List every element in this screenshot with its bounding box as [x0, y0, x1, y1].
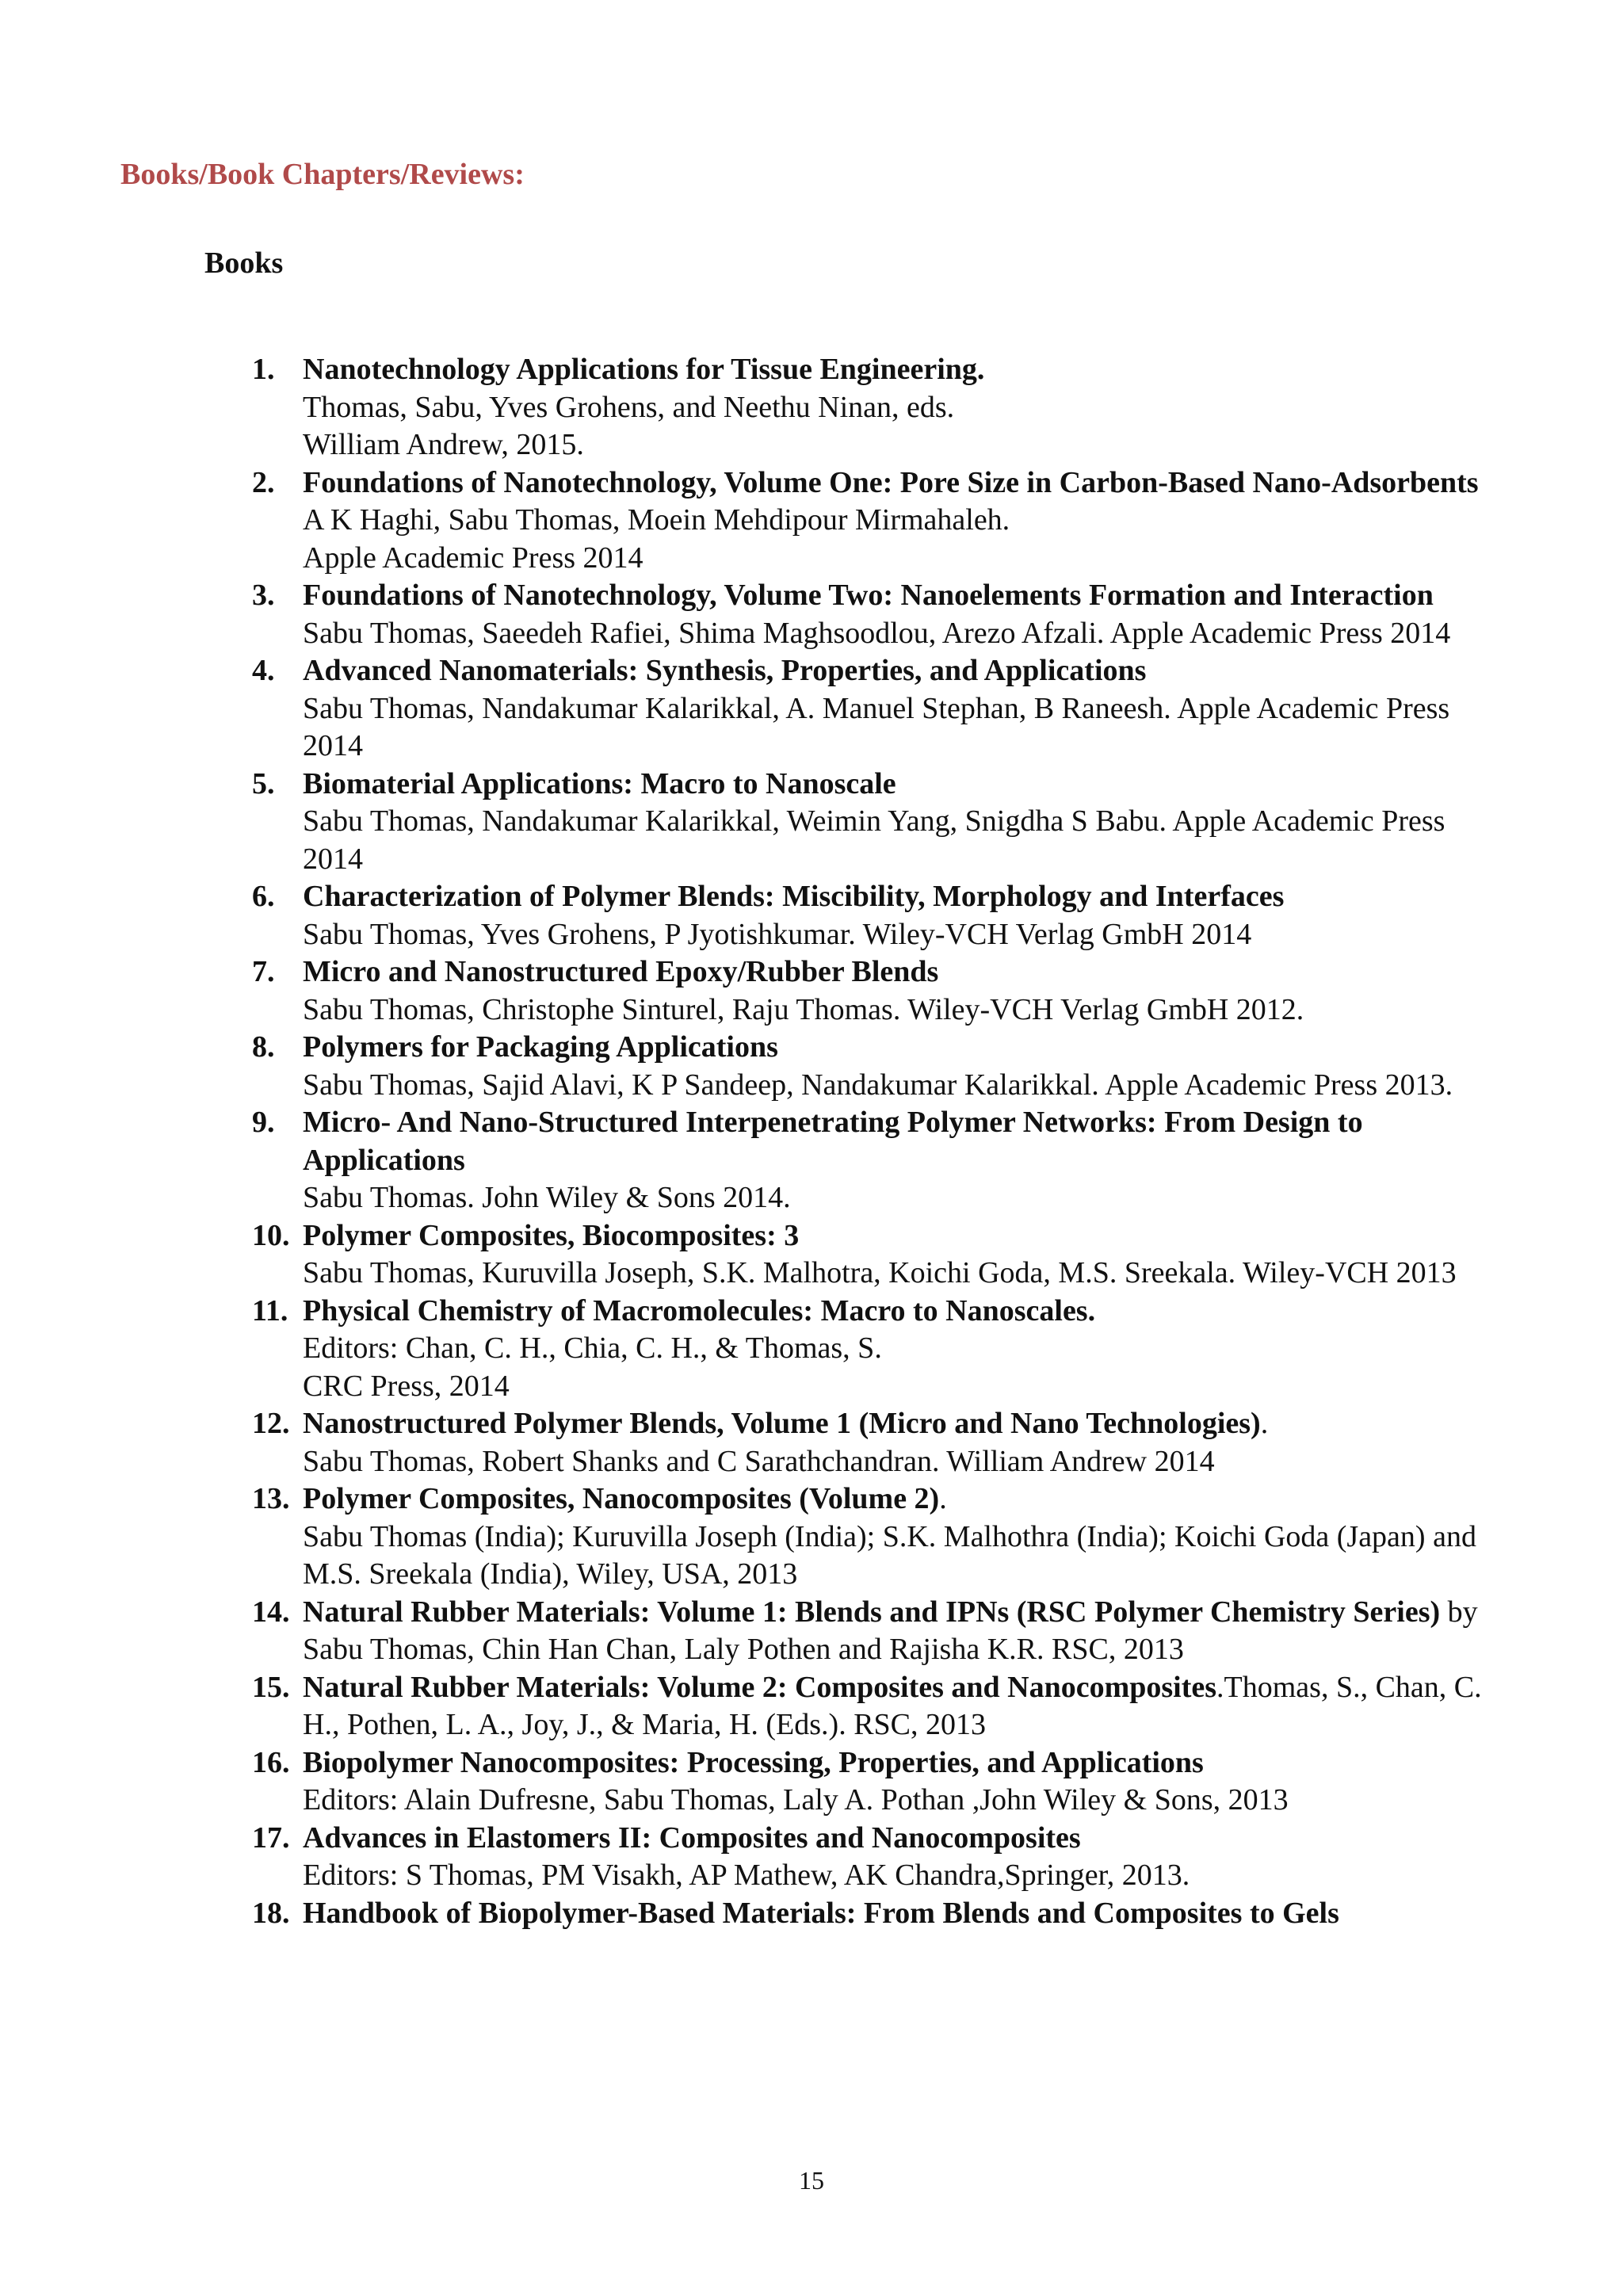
- book-item-6: [252, 878, 1504, 953]
- book-number: 3.: [252, 579, 275, 612]
- book-title: Advances in Elastomers II: Composites and Nanocomposites: [303, 1820, 1081, 1855]
- book-title: Handbook of Biopolymer-Based Materials: From Blends and Composites to Gels: [303, 1896, 1339, 1930]
- book-title: Polymer Composites, Biocomposites: 3: [303, 1218, 800, 1252]
- book-item-15: [252, 1669, 1504, 1744]
- book-details: Sabu Thomas, Christophe Sinturel, Raju Thomas. Wiley-VCH Verlag GmbH 2012.: [303, 992, 1304, 1026]
- book-editors: Editors: Alain Dufresne, Sabu Thomas, Laly A. Pothan ,John Wiley & Sons, 2013: [303, 1783, 1289, 1817]
- book-details: Sabu Thomas, Yves Grohens, P Jyotishkumar. Wiley-VCH Verlag GmbH 2014: [303, 917, 1252, 951]
- book-publisher: CRC Press, 2014: [303, 1369, 510, 1403]
- book-number: 7.: [252, 955, 275, 988]
- book-item-9: [252, 1104, 1504, 1217]
- books-subheading: Books: [204, 246, 284, 280]
- book-number: 2.: [252, 465, 275, 499]
- book-title: Characterization of Polymer Blends: Miscibility, Morphology and Interfaces: [303, 880, 1285, 913]
- book-item-4: [252, 652, 1504, 766]
- book-authors: A K Haghi, Sabu Thomas, Moein Mehdipour Mirmahaleh.: [303, 503, 1010, 537]
- book-details: Sabu Thomas, Saeedeh Rafiei, Shima Maghsoodlou, Arezo Afzali. Apple Academic Press 2014: [303, 616, 1451, 650]
- book-details: Sabu Thomas, Robert Shanks and C Sarathchandran. William Andrew 2014: [303, 1444, 1215, 1478]
- book-number: 16.: [252, 1745, 290, 1779]
- book-item-17: [252, 1820, 1504, 1895]
- book-title: Micro- And Nano-Structured Interpenetrating Polymer Networks: From Design to Applications: [303, 1106, 1363, 1177]
- book-title: Foundations of Nanotechnology, Volume Two: Nanoelements Formation and Interaction: [303, 579, 1434, 612]
- book-details: Sabu Thomas, Nandakumar Kalarikkal, A. Manuel Stephan, B Raneesh. Apple Academic Press 2014: [303, 691, 1450, 762]
- book-title: Polymer Composites, Nanocomposites (Volume 2): [303, 1482, 940, 1515]
- book-publisher: William Andrew, 2015.: [303, 428, 584, 461]
- book-number: 12.: [252, 1407, 290, 1440]
- book-title: Physical Chemistry of Macromolecules: Macro to Nanoscales.: [303, 1293, 1096, 1328]
- book-number: 11.: [252, 1293, 288, 1328]
- book-details: .Thomas, S., Chan, C. H., Pothen, L. A., Joy, J., & Maria, H. (Eds.). RSC, 2013: [303, 1670, 1482, 1741]
- book-number: 13.: [252, 1482, 290, 1515]
- book-details: Sabu Thomas (India); Kuruvilla Joseph (India); S.K. Malhothra (India); Koichi Goda (Japan) and M.S. Sreekala (India), Wiley, USA, 2013: [303, 1519, 1476, 1591]
- book-title-suffix: .: [939, 1482, 947, 1515]
- book-item-2: [252, 464, 1504, 578]
- book-item-16: [252, 1744, 1504, 1820]
- book-item-3: [252, 577, 1504, 652]
- book-editors: Editors: S Thomas, PM Visakh, AP Mathew, AK Chandra,Springer, 2013.: [303, 1859, 1190, 1892]
- book-details: Sabu Thomas, Kuruvilla Joseph, S.K. Malhotra, Koichi Goda, M.S. Sreekala. Wiley-VCH 2013: [303, 1256, 1457, 1289]
- book-title: Natural Rubber Materials: Volume 2: Composites and Nanocomposites: [303, 1670, 1217, 1704]
- book-title: Foundations of Nanotechnology, Volume One: Pore Size in Carbon-Based Nano-Adsorbents: [303, 465, 1479, 499]
- book-title: Advanced Nanomaterials: Synthesis, Properties, and Applications: [303, 654, 1147, 687]
- book-title: Micro and Nanostructured Epoxy/Rubber Blends: [303, 955, 939, 988]
- book-details: Sabu Thomas. John Wiley & Sons 2014.: [303, 1181, 791, 1214]
- book-number: 15.: [252, 1670, 290, 1704]
- books-list: [252, 351, 1504, 1932]
- page-number: 15: [799, 2166, 824, 2195]
- book-item-18: [252, 1895, 1504, 1933]
- book-title: Nanotechnology Applications for Tissue Engineering.: [303, 353, 985, 386]
- book-number: 10.: [252, 1218, 290, 1252]
- book-editors: Editors: Chan, C. H., Chia, C. H., & Thomas, S.: [303, 1331, 882, 1365]
- book-number: 14.: [252, 1595, 290, 1629]
- book-item-13: [252, 1480, 1504, 1594]
- book-title: Polymers for Packaging Applications: [303, 1030, 778, 1064]
- book-title: Biomaterial Applications: Macro to Nanoscale: [303, 766, 896, 800]
- book-item-12: [252, 1405, 1504, 1480]
- book-publisher: Apple Academic Press 2014: [303, 541, 643, 575]
- book-authors: Thomas, Sabu, Yves Grohens, and Neethu Ninan, eds.: [303, 390, 955, 424]
- book-title-suffix: .: [1260, 1407, 1269, 1440]
- book-number: 4.: [252, 654, 275, 687]
- book-details: Sabu Thomas, Nandakumar Kalarikkal, Weimin Yang, Snigdha S Babu. Apple Academic Press 2014: [303, 804, 1445, 876]
- book-number: 9.: [252, 1106, 275, 1139]
- book-item-1: [252, 351, 1504, 464]
- book-title: Natural Rubber Materials: Volume 1: Blends and IPNs (RSC Polymer Chemistry Series): [303, 1595, 1441, 1629]
- book-details: by Sabu Thomas, Chin Han Chan, Laly Pothen and Rajisha K.R. RSC, 2013: [303, 1595, 1478, 1666]
- book-item-7: [252, 953, 1504, 1029]
- book-item-14: [252, 1594, 1504, 1669]
- book-number: 1.: [252, 353, 275, 386]
- book-number: 17.: [252, 1820, 290, 1855]
- section-heading: Books/Book Chapters/Reviews:: [120, 158, 525, 191]
- book-number: 8.: [252, 1030, 275, 1064]
- book-item-10: [252, 1217, 1504, 1293]
- book-details: Sabu Thomas, Sajid Alavi, K P Sandeep, Nandakumar Kalarikkal. Apple Academic Press 2013.: [303, 1068, 1453, 1102]
- book-number: 5.: [252, 766, 275, 800]
- book-title: Biopolymer Nanocomposites: Processing, Properties, and Applications: [303, 1745, 1204, 1779]
- book-item-11: [252, 1293, 1504, 1406]
- book-item-5: [252, 766, 1504, 879]
- book-number: 6.: [252, 880, 275, 913]
- book-item-8: [252, 1029, 1504, 1104]
- book-title: Nanostructured Polymer Blends, Volume 1 (Micro and Nano Technologies): [303, 1407, 1261, 1440]
- book-number: 18.: [252, 1896, 290, 1930]
